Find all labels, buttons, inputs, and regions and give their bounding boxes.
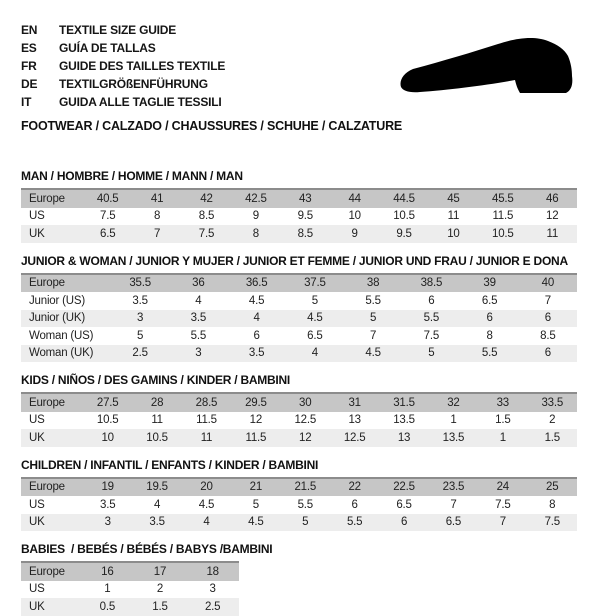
table-row bbox=[21, 429, 577, 447]
row-label: UK bbox=[21, 225, 83, 243]
size-value: 31 bbox=[330, 393, 379, 412]
row-label: Europe bbox=[21, 478, 83, 497]
size-value: 12.5 bbox=[330, 429, 379, 447]
row-label: Junior (UK) bbox=[21, 310, 111, 328]
size-value: 8 bbox=[231, 225, 280, 243]
size-value: 5.5 bbox=[297, 498, 313, 511]
size-value: 29.5 bbox=[231, 393, 280, 412]
size-value: 3.5 bbox=[132, 514, 181, 532]
row-label: Woman (US) bbox=[29, 329, 94, 342]
size-value: 3 bbox=[209, 583, 216, 595]
size-value: 6 bbox=[519, 345, 577, 363]
size-value: 37.5 bbox=[286, 274, 344, 293]
size-value: 1 bbox=[450, 414, 457, 426]
table-row bbox=[21, 562, 239, 581]
size-table-section bbox=[21, 169, 578, 243]
size-value: 7 bbox=[544, 294, 551, 307]
size-value: 21 bbox=[231, 478, 280, 497]
language-code: IT bbox=[21, 95, 32, 109]
size-value: 1 bbox=[104, 583, 111, 595]
table-row bbox=[21, 345, 577, 363]
size-value: 11.5 bbox=[231, 429, 280, 447]
size-value: 13 bbox=[379, 429, 428, 447]
size-value: 4.5 bbox=[198, 498, 215, 511]
size-value: 19 bbox=[83, 478, 132, 497]
table-row bbox=[21, 225, 577, 243]
size-value: 6 bbox=[428, 294, 435, 307]
size-value: 7 bbox=[132, 225, 181, 243]
size-value: 1.5 bbox=[495, 414, 511, 426]
language-label: GUIDE DES TAILLES TEXTILE bbox=[59, 59, 226, 73]
language-label: TEXTILE SIZE GUIDE bbox=[59, 23, 177, 37]
size-value: 5.5 bbox=[365, 294, 381, 307]
table-title: KIDS / NIÑOS / DES GAMINS / KINDER / BAMBINI bbox=[21, 373, 291, 387]
size-value: 10.5 bbox=[96, 414, 119, 426]
size-value: 44 bbox=[330, 189, 379, 208]
size-table-section bbox=[21, 542, 578, 616]
size-value: 5 bbox=[137, 329, 144, 342]
size-value: 4.5 bbox=[231, 514, 280, 532]
table-row bbox=[21, 412, 577, 430]
table-row bbox=[21, 514, 577, 532]
size-value: 33.5 bbox=[528, 393, 577, 412]
size-table-section bbox=[21, 458, 578, 532]
size-value: 25 bbox=[528, 478, 577, 497]
table-row bbox=[21, 189, 577, 208]
size-value: 5.5 bbox=[402, 310, 460, 328]
row-label: UK bbox=[21, 598, 81, 616]
size-value: 12 bbox=[281, 429, 330, 447]
size-value: 8.5 bbox=[281, 225, 330, 243]
size-value: 10.5 bbox=[132, 429, 181, 447]
size-value: 2.5 bbox=[111, 345, 169, 363]
size-value: 41 bbox=[132, 189, 181, 208]
language-label: GUÍA DE TALLAS bbox=[59, 41, 156, 55]
size-value: 3 bbox=[83, 514, 132, 532]
size-value: 30 bbox=[281, 393, 330, 412]
size-value: 12 bbox=[546, 210, 559, 222]
size-value: 24 bbox=[478, 478, 527, 497]
size-value: 38 bbox=[344, 274, 402, 293]
size-value: 4 bbox=[153, 498, 161, 511]
size-value: 6 bbox=[461, 310, 519, 328]
size-value: 45.5 bbox=[478, 189, 527, 208]
size-value: 4 bbox=[195, 294, 202, 307]
size-value: 39 bbox=[461, 274, 519, 293]
size-value: 10.5 bbox=[393, 210, 415, 222]
language-code: ES bbox=[21, 41, 37, 55]
size-value: 5.5 bbox=[190, 329, 207, 342]
size-value: 3.5 bbox=[100, 498, 116, 511]
row-label: US bbox=[29, 210, 45, 222]
size-value: 40 bbox=[519, 274, 577, 293]
size-value: 5.5 bbox=[330, 514, 379, 532]
size-value: 4.5 bbox=[344, 345, 402, 363]
size-value: 31.5 bbox=[379, 393, 428, 412]
size-value: 5 bbox=[281, 514, 330, 532]
size-value: 13.5 bbox=[429, 429, 478, 447]
size-value: 9.5 bbox=[379, 225, 428, 243]
size-value: 13.5 bbox=[393, 414, 415, 426]
size-value: 7 bbox=[370, 329, 377, 342]
size-value: 6.5 bbox=[429, 514, 478, 532]
size-value: 8 bbox=[549, 498, 556, 511]
size-value: 6 bbox=[253, 329, 260, 342]
row-label: UK bbox=[21, 514, 83, 532]
size-value: 12.5 bbox=[294, 414, 317, 426]
language-label: TEXTILGRÖßENFÜHRUNG bbox=[59, 77, 208, 91]
table-row bbox=[21, 598, 239, 616]
size-value: 28 bbox=[132, 393, 181, 412]
row-label: Woman (UK) bbox=[21, 345, 111, 363]
size-value: 8.5 bbox=[540, 329, 556, 342]
size-value: 28.5 bbox=[182, 393, 231, 412]
row-label: Junior (US) bbox=[29, 294, 85, 307]
size-value: 6 bbox=[379, 514, 428, 532]
table-row bbox=[21, 274, 577, 293]
size-value: 1.5 bbox=[134, 598, 187, 616]
size-value: 40.5 bbox=[83, 189, 132, 208]
row-label: Europe bbox=[21, 274, 111, 293]
size-value: 3.5 bbox=[169, 310, 227, 328]
size-value: 2 bbox=[549, 414, 556, 426]
table-title: CHILDREN / INFANTIL / ENFANTS / KINDER / BAMBINI bbox=[21, 457, 319, 472]
size-value: 11.5 bbox=[492, 210, 514, 222]
size-value: 3.5 bbox=[228, 345, 286, 363]
size-value: 7 bbox=[450, 498, 457, 511]
row-label: Europe bbox=[21, 189, 83, 208]
size-value: 10.5 bbox=[478, 225, 527, 243]
size-value: 22.5 bbox=[379, 478, 428, 497]
size-value: 6.5 bbox=[307, 329, 323, 342]
size-value: 35.5 bbox=[111, 274, 169, 293]
size-table bbox=[21, 273, 577, 363]
row-label: UK bbox=[21, 429, 83, 447]
size-value: 4.5 bbox=[248, 294, 265, 307]
page-header bbox=[21, 21, 578, 133]
size-value: 11 bbox=[151, 414, 163, 426]
table-title: JUNIOR & WOMAN / JUNIOR Y MUJER / JUNIOR ET FEMME / JUNIOR UND FRAU / JUNIOR E DONA bbox=[21, 253, 568, 268]
table-title: MAN / HOMBRE / HOMME / MANN / MAN bbox=[21, 169, 243, 183]
size-value: 6 bbox=[519, 310, 577, 328]
size-value: 36.5 bbox=[228, 274, 286, 293]
size-value: 7.5 bbox=[528, 514, 577, 532]
table-row bbox=[21, 310, 577, 328]
size-value: 46 bbox=[528, 189, 577, 208]
size-value: 45 bbox=[429, 189, 478, 208]
language-code: EN bbox=[21, 23, 38, 37]
dress-shoe-icon bbox=[398, 37, 578, 99]
size-value: 19.5 bbox=[132, 478, 181, 497]
size-value: 4 bbox=[228, 310, 286, 328]
size-value: 2 bbox=[156, 583, 164, 595]
size-value: 5 bbox=[311, 294, 318, 307]
size-table bbox=[21, 477, 577, 532]
table-row bbox=[21, 327, 577, 345]
language-label: GUIDA ALLE TAGLIE TESSILI bbox=[59, 95, 222, 109]
size-value: 42.5 bbox=[231, 189, 280, 208]
size-value: 4.5 bbox=[286, 310, 344, 328]
row-label: US bbox=[29, 498, 45, 511]
size-value: 0.5 bbox=[81, 598, 134, 616]
row-label: Europe bbox=[21, 562, 81, 581]
size-table-section bbox=[21, 254, 578, 363]
size-table bbox=[21, 188, 577, 243]
table-row bbox=[21, 208, 577, 226]
size-value: 10 bbox=[83, 429, 132, 447]
size-value: 42 bbox=[182, 189, 231, 208]
table-row bbox=[21, 292, 577, 310]
size-value: 7.5 bbox=[100, 210, 116, 222]
size-value: 17 bbox=[134, 562, 187, 581]
size-value: 27.5 bbox=[83, 393, 132, 412]
tables-container bbox=[21, 169, 578, 616]
size-value: 6.5 bbox=[481, 294, 498, 307]
size-table bbox=[21, 561, 239, 616]
size-value: 7.5 bbox=[423, 329, 440, 342]
size-table bbox=[21, 392, 577, 447]
size-value: 38.5 bbox=[402, 274, 460, 293]
size-value: 6.5 bbox=[396, 498, 412, 511]
language-code: DE bbox=[21, 77, 38, 91]
size-value: 11 bbox=[182, 429, 231, 447]
size-value: 10 bbox=[348, 210, 361, 222]
table-title: BABIES / BEBÉS / BÉBÉS / BABYS /BAMBINI bbox=[21, 542, 273, 556]
size-value: 7.5 bbox=[182, 225, 231, 243]
row-label: US bbox=[29, 583, 45, 595]
size-value: 1 bbox=[478, 429, 527, 447]
size-value: 32 bbox=[429, 393, 478, 412]
size-value: 6.5 bbox=[83, 225, 132, 243]
size-value: 20 bbox=[182, 478, 231, 497]
table-row bbox=[21, 581, 239, 599]
size-value: 10 bbox=[429, 225, 478, 243]
size-value: 2.5 bbox=[186, 598, 239, 616]
size-value: 5 bbox=[252, 498, 259, 511]
size-value: 8 bbox=[153, 210, 161, 222]
table-row bbox=[21, 393, 577, 412]
size-value: 4 bbox=[182, 514, 231, 532]
table-row bbox=[21, 496, 577, 514]
size-value: 9 bbox=[330, 225, 379, 243]
size-value: 6 bbox=[351, 498, 358, 511]
size-value: 3 bbox=[169, 345, 227, 363]
size-value: 33 bbox=[478, 393, 527, 412]
row-label: Europe bbox=[21, 393, 83, 412]
size-value: 11 bbox=[528, 225, 577, 243]
size-value: 9 bbox=[252, 210, 259, 222]
size-value: 22 bbox=[330, 478, 379, 497]
row-label: US bbox=[29, 414, 45, 426]
size-value: 11.5 bbox=[196, 414, 217, 426]
size-value: 7 bbox=[478, 514, 527, 532]
size-value: 44.5 bbox=[379, 189, 428, 208]
size-value: 12 bbox=[249, 414, 263, 426]
size-value: 21.5 bbox=[281, 478, 330, 497]
size-value: 13 bbox=[348, 414, 361, 426]
size-value: 18 bbox=[186, 562, 239, 581]
size-value: 8.5 bbox=[198, 210, 215, 222]
size-value: 5.5 bbox=[461, 345, 519, 363]
size-value: 3 bbox=[111, 310, 169, 328]
size-value: 5 bbox=[344, 310, 402, 328]
size-value: 1.5 bbox=[528, 429, 577, 447]
table-row bbox=[21, 478, 577, 497]
size-value: 3.5 bbox=[132, 294, 148, 307]
size-value: 16 bbox=[81, 562, 134, 581]
size-value: 5 bbox=[402, 345, 460, 363]
size-table-section bbox=[21, 373, 578, 447]
size-value: 9.5 bbox=[297, 210, 313, 222]
size-value: 7.5 bbox=[495, 498, 511, 511]
language-code: FR bbox=[21, 59, 37, 73]
size-value: 36 bbox=[169, 274, 227, 293]
size-value: 8 bbox=[486, 329, 493, 342]
size-value: 43 bbox=[281, 189, 330, 208]
size-value: 4 bbox=[286, 345, 344, 363]
size-value: 11 bbox=[447, 210, 460, 222]
category-line: FOOTWEAR / CALZADO / CHAUSSURES / SCHUHE / CALZATURE bbox=[21, 119, 403, 133]
size-value: 23.5 bbox=[429, 478, 478, 497]
